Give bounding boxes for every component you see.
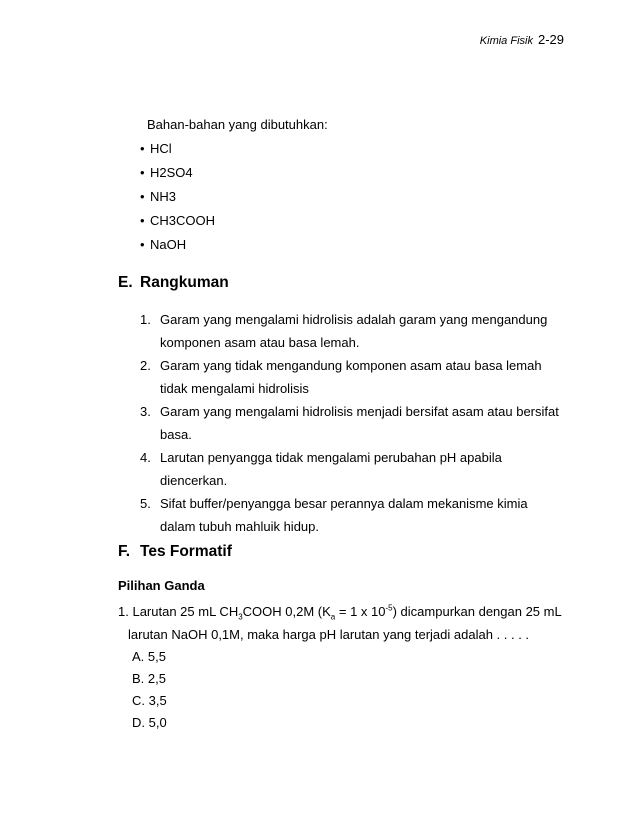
section-letter: F.	[118, 543, 131, 560]
material-item	[140, 213, 328, 228]
material-label: NH3	[150, 189, 177, 204]
item-number: 2.	[140, 358, 151, 373]
page-header	[480, 32, 564, 47]
item-line: diencerkan.	[160, 473, 228, 488]
item-line: tidak mengalami hidrolisis	[160, 381, 309, 396]
answer-option-b: B. 2,5	[132, 671, 166, 686]
materials-list	[140, 117, 328, 261]
section-title: Rangkuman	[140, 274, 229, 291]
material-label: CH3COOH	[150, 213, 216, 228]
section-letter: E.	[118, 274, 133, 291]
item-line: Sifat buffer/penyangga besar perannya dalam mekanisme kimia	[160, 496, 528, 511]
item-line: Garam yang mengalami hidrolisis adalah garam yang mengandung	[160, 312, 548, 327]
summary-item	[140, 492, 570, 538]
summary-item	[140, 446, 570, 492]
bullet-icon: •	[140, 237, 145, 252]
question-text: Larutan 25 mL $CH_3COOH$ 0,2M ($K_a = 1$ x $10^{-5}$) dicampurkan dengan 25 mL	[132, 603, 562, 622]
question-number: 1.	[118, 604, 129, 619]
summary-item	[140, 308, 570, 354]
summary-item	[140, 354, 570, 400]
header-title: Kimia Fisik	[479, 35, 533, 47]
answer-option-a: A. 5,5	[132, 649, 166, 664]
materials-intro: Bahan-bahan yang dibutuhkan:	[147, 117, 328, 132]
question	[118, 600, 588, 646]
item-line: basa.	[160, 427, 192, 442]
item-line: komponen asam atau basa lemah.	[160, 335, 360, 350]
bullet-icon: •	[140, 213, 145, 228]
material-item	[140, 165, 328, 180]
bullet-icon: •	[140, 165, 145, 180]
answer-option-d: D. 5,0	[132, 715, 167, 730]
answer-option-c: C. 3,5	[132, 693, 167, 708]
item-number: 5.	[140, 496, 151, 511]
item-line: Garam yang tidak mengandung komponen asam atau basa lemah	[160, 358, 542, 373]
material-item	[140, 189, 328, 204]
quiz-section	[118, 578, 588, 734]
section-heading-rangkuman	[118, 274, 229, 292]
material-label: NaOH	[150, 237, 187, 252]
item-number: 1.	[140, 312, 151, 327]
summary-list	[140, 308, 570, 538]
section-heading-tes-formatif	[118, 543, 232, 561]
page-number: 2-29	[537, 32, 564, 47]
item-line: Garam yang mengalami hidrolisis menjadi bersifat asam atau bersifat	[160, 404, 559, 419]
material-item	[140, 237, 328, 252]
bullet-icon: •	[140, 189, 145, 204]
question-text-continued: larutan NaOH 0,1M, maka harga pH larutan yang terjadi adalah . . . . .	[128, 627, 530, 642]
bullet-icon: •	[140, 141, 145, 156]
item-number: 4.	[140, 450, 151, 465]
material-item	[140, 141, 328, 156]
summary-item	[140, 400, 570, 446]
item-line: Larutan penyangga tidak mengalami perubahan pH apabila	[160, 450, 502, 465]
item-number: 3.	[140, 404, 151, 419]
item-line: dalam tubuh mahluik hidup.	[160, 519, 319, 534]
section-title: Tes Formatif	[140, 543, 232, 560]
material-label: H2SO4	[150, 165, 193, 180]
quiz-subheading: Pilihan Ganda	[118, 578, 205, 593]
answer-options	[118, 646, 588, 734]
material-label: HCl	[150, 141, 172, 156]
